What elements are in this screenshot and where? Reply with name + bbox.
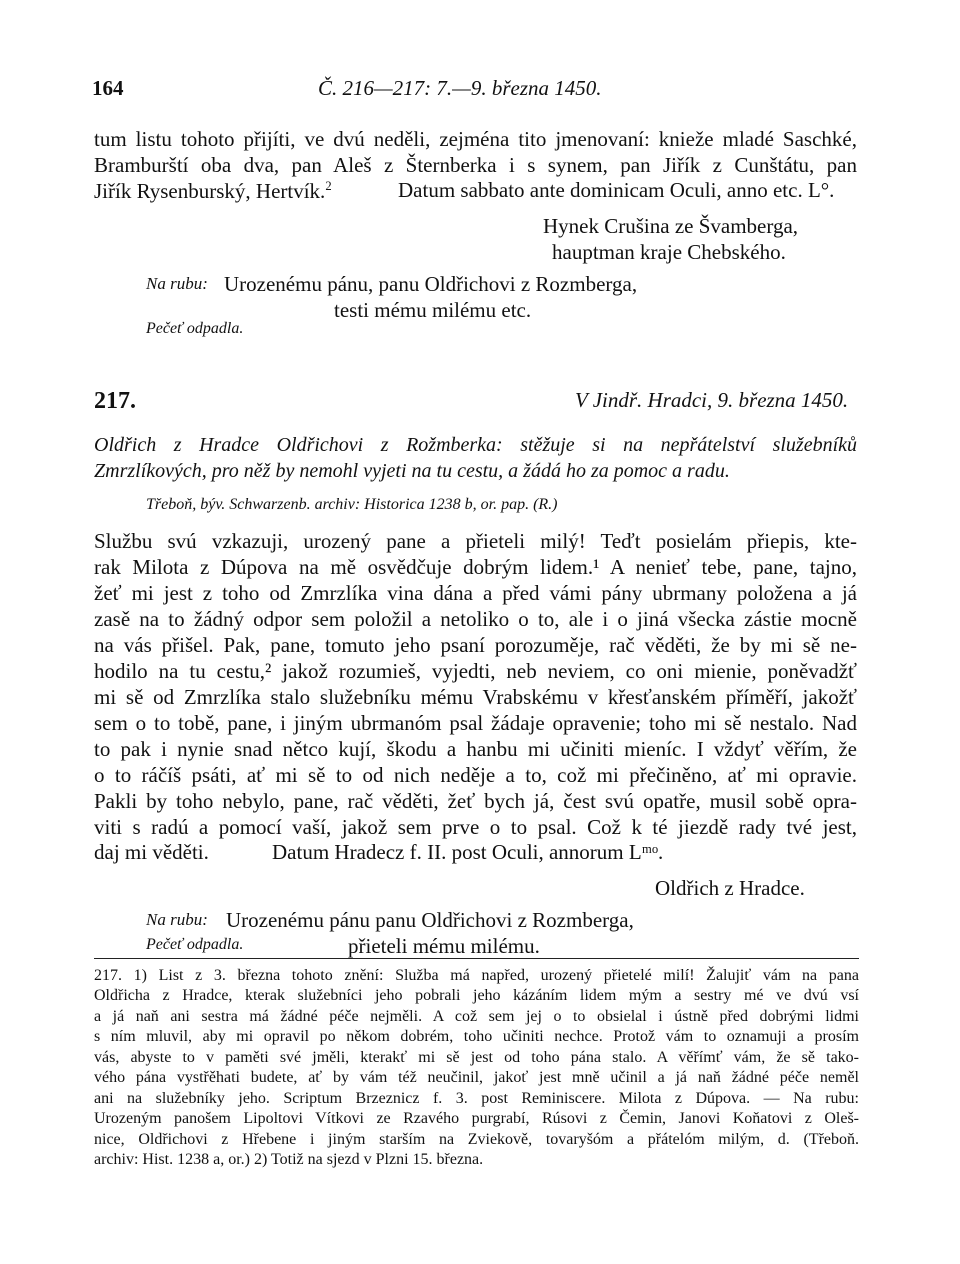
- footnote-line: 217. 1) List z 3. března tohoto znění: Služba má napřed, urozený přietelé milí! Žalujiť vám na pana: [94, 967, 859, 984]
- doc216-line-text: Jiřík Rysenburský, Hertvík.: [94, 179, 326, 203]
- document-number: 217.: [94, 388, 136, 414]
- doc217-line: Službu svú vzkazuji, urozený pane a přieteli milý! Teďt posielám přiepis, kte-: [94, 529, 857, 553]
- doc217-line: hodilo na tu cestu,² jakož rozumieš, vyjedti, neb neviem, co oni mienie, poněvadžť: [94, 659, 857, 683]
- doc216-datum: Datum sabbato ante dominicam Oculi, anno etc. L°.: [398, 178, 835, 202]
- doc217-line: mi sě od Zmrzlíka stalo služebníku mému Vrabskému v křesťanském příměří, jakožť: [94, 685, 857, 709]
- footnote-line: ani na služebníky jeho. Scriptum Brzeznicz f. 3. post Reminiscere. Milota z Dúpova. — Na rubu:: [94, 1090, 859, 1107]
- regest-line: Zmrzlíkových, pro něž by nemohl vyjeti na tu cestu, a žádá ho za pomoc a radu.: [94, 460, 730, 482]
- doc217-line: žeť mi jest z toho od Zmrzlíka vina dána a před vámi pány ubrmany položena a já: [94, 581, 857, 605]
- footnote-ref: 2: [325, 179, 332, 193]
- rubu-address: přieteli mému milému.: [348, 934, 540, 958]
- footnote-divider: [94, 958, 859, 959]
- doc217-datum: Datum Hradecz f. II. post Oculi, annorum Lᵐᵒ.: [272, 840, 664, 864]
- rubu-label: Na rubu:: [146, 910, 208, 929]
- running-title: Č. 216—217: 7.—9. března 1450.: [318, 76, 602, 100]
- doc217-signature: Oldřich z Hradce.: [655, 876, 805, 900]
- doc217-line: sem o to tobě, pane, i jiným ubrmanóm psal žádaje opravenie; toho mi sě nestalo. Nad: [94, 711, 857, 735]
- doc217-line: na vás přišel. Pak, pane, tomuto jeho psaní porozuměje, rač věděti, že by mi sě ne-: [94, 633, 857, 657]
- doc217-line: viti s radú a pomocí vaší, jakož sem prve o to psal. Což k té jiezdě rady tvé jest,: [94, 815, 857, 839]
- regest-line: Oldřich z Hradce Oldřichovi z Rožmberka: stěžuje si na nepřátelství služebníků: [94, 434, 857, 456]
- page-number: 164: [92, 76, 124, 100]
- rubu-address: Urozenému pánu panu Oldřichovi z Rozmberga,: [226, 908, 634, 932]
- doc217-line: to pak i nynie snad nětco kují, škodu a hanbu mi učiniti mieníc. I vždyť věřím, že: [94, 737, 857, 761]
- footnote-line: Urozeným panošem Lipoltovi Vítkovi ze Rzavého purgrabí, Rúsovi z Čemin, Janovi Koňatovi z Oleš-: [94, 1110, 859, 1127]
- seal-note: Pečeť odpadla.: [146, 320, 244, 337]
- doc217-line: Pakli by toho nebylo, pane, rač věděti, žeť bych já, čest svú opatře, musil sobě opra-: [94, 789, 857, 813]
- doc217-line: o to ráčíš psáti, ať mi sě to od nich neděje a to, což mi přečiněno, ať mi opravie.: [94, 763, 857, 787]
- footnote-line: nice, Oldřichovi z Hřebene i jiným starším na Zviekově, tovaryšóm a přátelóm milým, d. (Třeboň.: [94, 1131, 859, 1148]
- footnote-line: vás, abyste to v paměti své jměli, kterakť mi sě jest od toho pána stalo. A věřímť vám, že sě tako-: [94, 1049, 859, 1066]
- doc217-line: zasě na to žádný odpor sem položil a netoliko o to, ale i o jiná všecka zástie mocně: [94, 607, 857, 631]
- document-place-date: V Jindř. Hradci, 9. března 1450.: [575, 388, 849, 412]
- seal-note: Pečeť odpadla.: [146, 936, 244, 953]
- footnote-line: archiv: Hist. 1238 a, or.) 2) Totiž na sjezd v Plzni 15. března.: [94, 1151, 484, 1168]
- footnote-line: s ním mluvil, aby mi opravil po někom dobrém, toho učiniti nechce. Protož vám to oznamuji a prosím: [94, 1028, 859, 1045]
- rubu-address: Urozenému pánu, panu Oldřichovi z Rozmberga,: [224, 272, 638, 296]
- doc217-line: daj mi věděti.: [94, 840, 209, 864]
- footnote-line: a já naň ani sestra má žádné péče nejměli. A což sem jej o to obsielal i ústně před dobrými lidmi: [94, 1008, 859, 1025]
- footnote-line: vého pána vystřěhati budete, ať by vám též neučinil, jakoť jest mně učinil a já naň žádné péče neměl: [94, 1069, 859, 1086]
- doc216-signature-title: hauptman kraje Chebského.: [552, 240, 786, 264]
- doc216-line: Bramburští oba dva, pan Aleš z Šternberka i s synem, pan Jiřík z Cunštátu, pan: [94, 153, 857, 177]
- doc216-signature: Hynek Crušina ze Švamberga,: [543, 214, 799, 238]
- archive-reference: Třeboň, býv. Schwarzenb. archiv: Historica 1238 b, or. pap. (R.): [146, 496, 558, 513]
- doc216-line: tum listu tohoto přijíti, ve dvú neděli, zejména tito jmenovaní: knieže mladé Saschké,: [94, 127, 857, 151]
- footnote-line: Oldřicha z Hradce, kterak služebníci jeho pobrali jeho kázáním lidem mým a sestry mé ve dvú vsí: [94, 987, 859, 1004]
- doc217-line: rak Milota z Dúpova na mě osvědčuje dobrým lidem.¹ A nenieť tebe, pane, tajno,: [94, 555, 857, 579]
- rubu-label: Na rubu:: [146, 274, 208, 293]
- rubu-address: testi mému milému etc.: [334, 298, 532, 322]
